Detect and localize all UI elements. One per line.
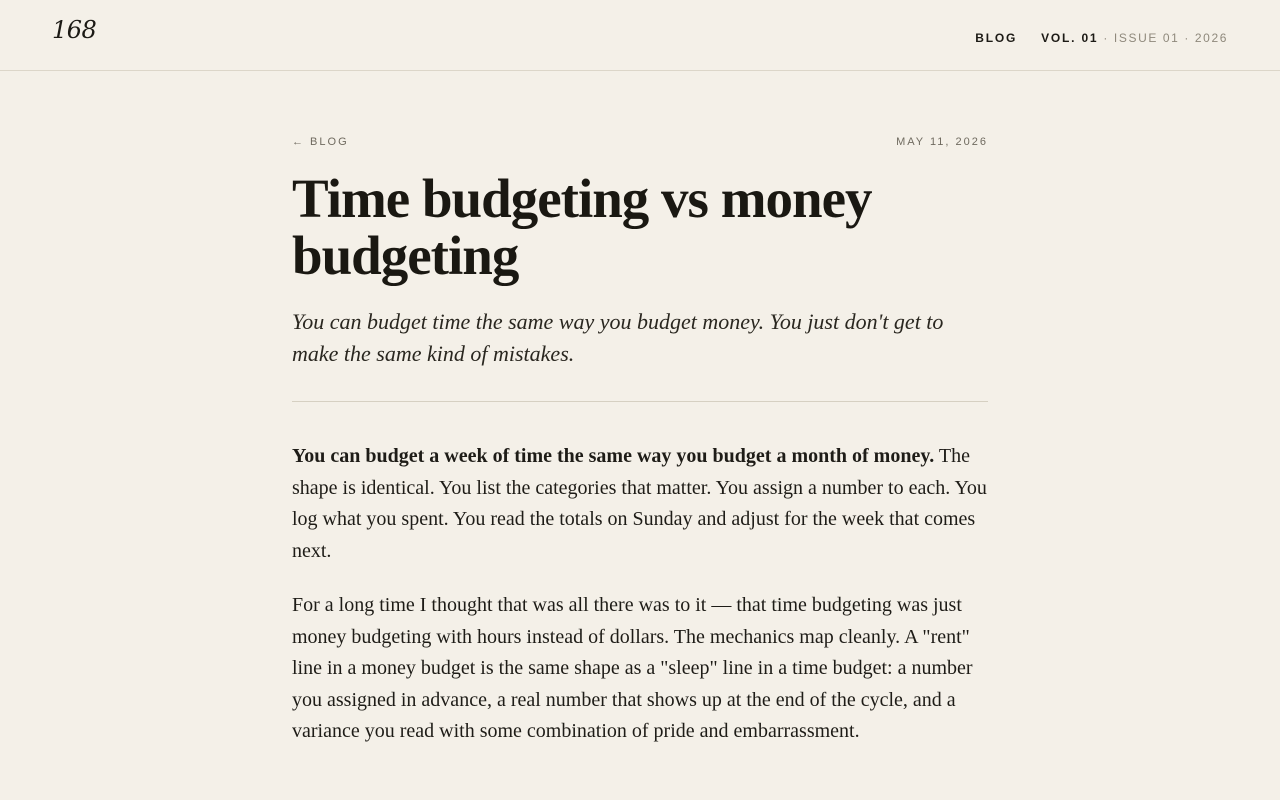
paragraph-lead: You can budget a week of time the same way you budget a month of money. <box>292 445 935 467</box>
top-nav <box>975 31 1228 45</box>
article-title: Time budgeting vs money budgeting <box>292 168 872 286</box>
article-body <box>292 441 988 771</box>
issue-label: · ISSUE 01 · 2026 <box>1103 31 1228 45</box>
paragraph <box>292 590 988 748</box>
article-meta <box>292 136 988 150</box>
post-date: MAY 11, 2026 <box>896 136 988 148</box>
site-header <box>0 0 1280 71</box>
paragraph <box>292 441 988 567</box>
nav-blog-link[interactable]: BLOG <box>975 31 1018 45</box>
back-to-blog-link[interactable]: ← BLOG <box>292 136 349 148</box>
volume-label: VOL. 01 <box>1041 31 1099 45</box>
divider <box>292 401 988 402</box>
article-subtitle: You can budget time the same way you budget money. You just don't get to make the same kind of mistakes. <box>292 309 944 366</box>
paragraph-text: For a long time I thought that was all there was to it — that time budgeting was just money budgeting with hours instead of dollars. The mechanics map cleanly. A "rent" line in a money budget is the same shape as a "sleep" line in a time budget: a number you assigned in advance, a real number that shows up at the end of the cycle, and a variance you read with some combination of pride and embarrassment. <box>292 594 973 742</box>
paragraph-text: The shape is identical. You list the categories that matter. You assign a number to each. You log what you spent. You read the totals on Sunday and adjust for the week that comes next. <box>292 445 987 562</box>
site-logo[interactable]: 168 <box>52 16 97 44</box>
